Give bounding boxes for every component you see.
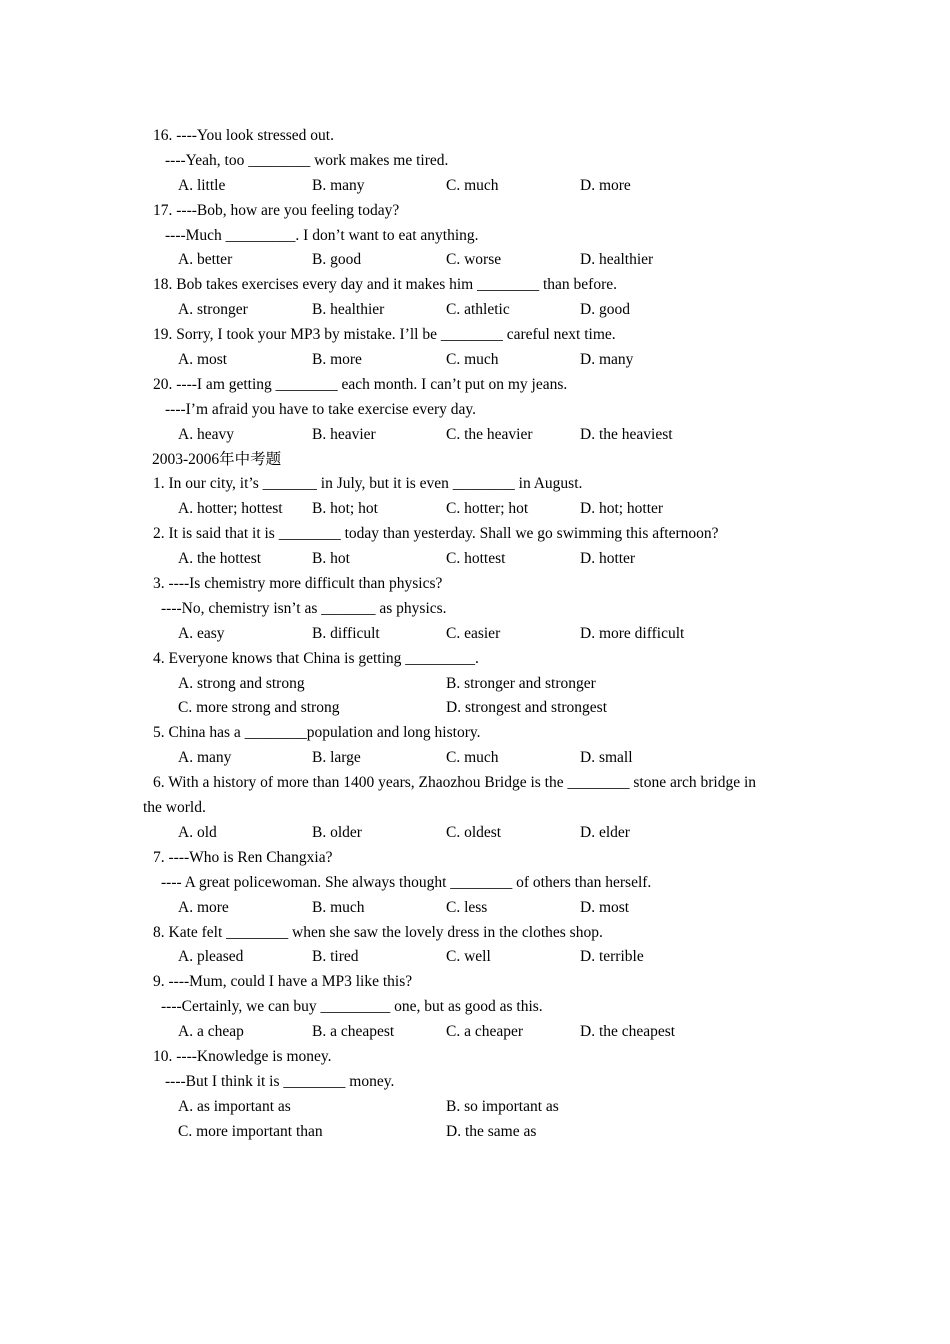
option-d: D. more (580, 176, 631, 194)
option-c: C. more important than (178, 1122, 323, 1140)
option-b: B. a cheapest (312, 1023, 395, 1041)
question-dialog: ---- A great policewoman. She always thought ________ of others than herself. (161, 873, 652, 891)
option-c: C. a cheaper (446, 1023, 524, 1041)
option-c: C. much (446, 351, 499, 369)
option-d: D. the cheapest (580, 1023, 676, 1041)
options-row (0, 896, 950, 921)
option-a: A. most (178, 351, 228, 369)
options-row (0, 1020, 950, 1045)
option-d: D. the heaviest (580, 425, 673, 443)
option-a: A. strong and strong (178, 674, 305, 692)
option-d: D. more difficult (580, 624, 685, 642)
option-b: B. difficult (312, 624, 380, 642)
option-b: B. more (312, 351, 362, 369)
option-a: A. more (178, 898, 229, 916)
question-stem: 5. China has a ________population and long history. (153, 724, 481, 742)
option-d: D. most (580, 898, 630, 916)
question-stem: 3. ----Is chemistry more difficult than physics? (153, 575, 443, 593)
question-stem: 20. ----I am getting ________ each month. I can’t put on my jeans. (153, 375, 568, 393)
option-a: A. better (178, 251, 233, 269)
option-c: C. much (446, 749, 499, 767)
question-stem: 4. Everyone knows that China is getting _________. (153, 649, 479, 667)
option-c: C. more strong and strong (178, 699, 340, 717)
options-row (0, 298, 950, 323)
question-stem: 9. ----Mum, could I have a MP3 like this? (153, 973, 413, 991)
option-a: A. hotter; hottest (178, 500, 283, 518)
question-dialog: ----But I think it is ________ money. (165, 1072, 395, 1090)
option-a: A. old (178, 823, 217, 841)
option-c: C. easier (446, 624, 501, 642)
option-d: D. small (580, 749, 633, 767)
option-a: A. many (178, 749, 232, 767)
option-d: D. healthier (580, 251, 654, 269)
option-b: B. hot; hot (312, 500, 378, 518)
options-row (0, 746, 950, 771)
question-stem: 18. Bob takes exercises every day and it makes him ________ than before. (153, 276, 618, 294)
option-c: C. much (446, 176, 499, 194)
option-b: B. hot (312, 550, 350, 568)
option-a: A. easy (178, 624, 225, 642)
option-d: D. hotter (580, 550, 636, 568)
option-c: C. hotter; hot (446, 500, 529, 518)
options-row (0, 348, 950, 373)
option-b: B. much (312, 898, 365, 916)
option-d: D. the same as (446, 1122, 537, 1140)
option-b: B. tired (312, 948, 359, 966)
options-row (0, 696, 950, 721)
question-stem: 10. ----Knowledge is money. (153, 1047, 332, 1065)
options-row (0, 1120, 950, 1145)
question-dialog: ----Much _________. I don’t want to eat anything. (165, 226, 479, 244)
options-row (0, 547, 950, 572)
options-row (0, 622, 950, 647)
option-d: D. good (580, 301, 630, 319)
options-row (0, 423, 950, 448)
question-stem: 6. With a history of more than 1400 years, Zhaozhou Bridge is the ________ stone arch bridge in (153, 774, 757, 792)
option-b: B. healthier (312, 301, 385, 319)
option-a: A. little (178, 176, 226, 194)
option-d: D. strongest and strongest (446, 699, 608, 717)
section-heading: 2003-2006年中考题 (152, 450, 282, 468)
question-dialog: ----No, chemistry isn’t as _______ as physics. (161, 599, 447, 617)
question-stem: 17. ----Bob, how are you feeling today? (153, 201, 400, 219)
option-c: C. athletic (446, 301, 510, 319)
option-c: C. the heavier (446, 425, 533, 443)
options-row (0, 1095, 950, 1120)
option-c: C. well (446, 948, 491, 966)
option-c: C. hottest (446, 550, 506, 568)
options-row (0, 945, 950, 970)
document-page (0, 124, 950, 1145)
options-row (0, 821, 950, 846)
question-stem: 16. ----You look stressed out. (153, 127, 334, 144)
question-stem-continued: the world. (143, 799, 206, 817)
options-row (0, 672, 950, 697)
question-dialog: ----I’m afraid you have to take exercise every day. (165, 400, 476, 418)
option-b: B. older (312, 823, 362, 841)
option-a: A. pleased (178, 948, 244, 966)
question-stem: 8. Kate felt ________ when she saw the lovely dress in the clothes shop. (153, 923, 603, 941)
option-b: B. heavier (312, 425, 376, 443)
option-c: C. oldest (446, 823, 502, 841)
option-c: C. less (446, 898, 488, 916)
question-stem: 2. It is said that it is ________ today than yesterday. Shall we go swimming this afternoon? (153, 525, 719, 543)
options-row (0, 497, 950, 522)
options-row (0, 248, 950, 273)
option-b: B. many (312, 176, 365, 194)
option-c: C. worse (446, 251, 502, 269)
option-a: A. the hottest (178, 550, 262, 568)
option-b: B. good (312, 251, 362, 269)
question-stem: 7. ----Who is Ren Changxia? (153, 848, 333, 866)
option-d: D. elder (580, 823, 630, 841)
option-d: D. many (580, 351, 634, 369)
question-stem: 1. In our city, it’s _______ in July, but it is even ________ in August. (153, 475, 583, 493)
question-dialog: ----Yeah, too ________ work makes me tired. (165, 151, 449, 169)
option-b: B. stronger and stronger (446, 674, 596, 692)
option-a: A. a cheap (178, 1023, 244, 1041)
option-a: A. as important as (178, 1097, 291, 1115)
question-dialog: ----Certainly, we can buy _________ one, but as good as this. (161, 998, 543, 1016)
option-d: D. terrible (580, 948, 644, 966)
option-b: B. large (312, 749, 361, 767)
option-a: A. stronger (178, 301, 248, 319)
option-d: D. hot; hotter (580, 500, 664, 518)
options-row (0, 174, 950, 199)
option-a: A. heavy (178, 425, 234, 443)
question-stem: 19. Sorry, I took your MP3 by mistake. I’ll be ________ careful next time. (153, 326, 616, 344)
option-b: B. so important as (446, 1097, 559, 1115)
